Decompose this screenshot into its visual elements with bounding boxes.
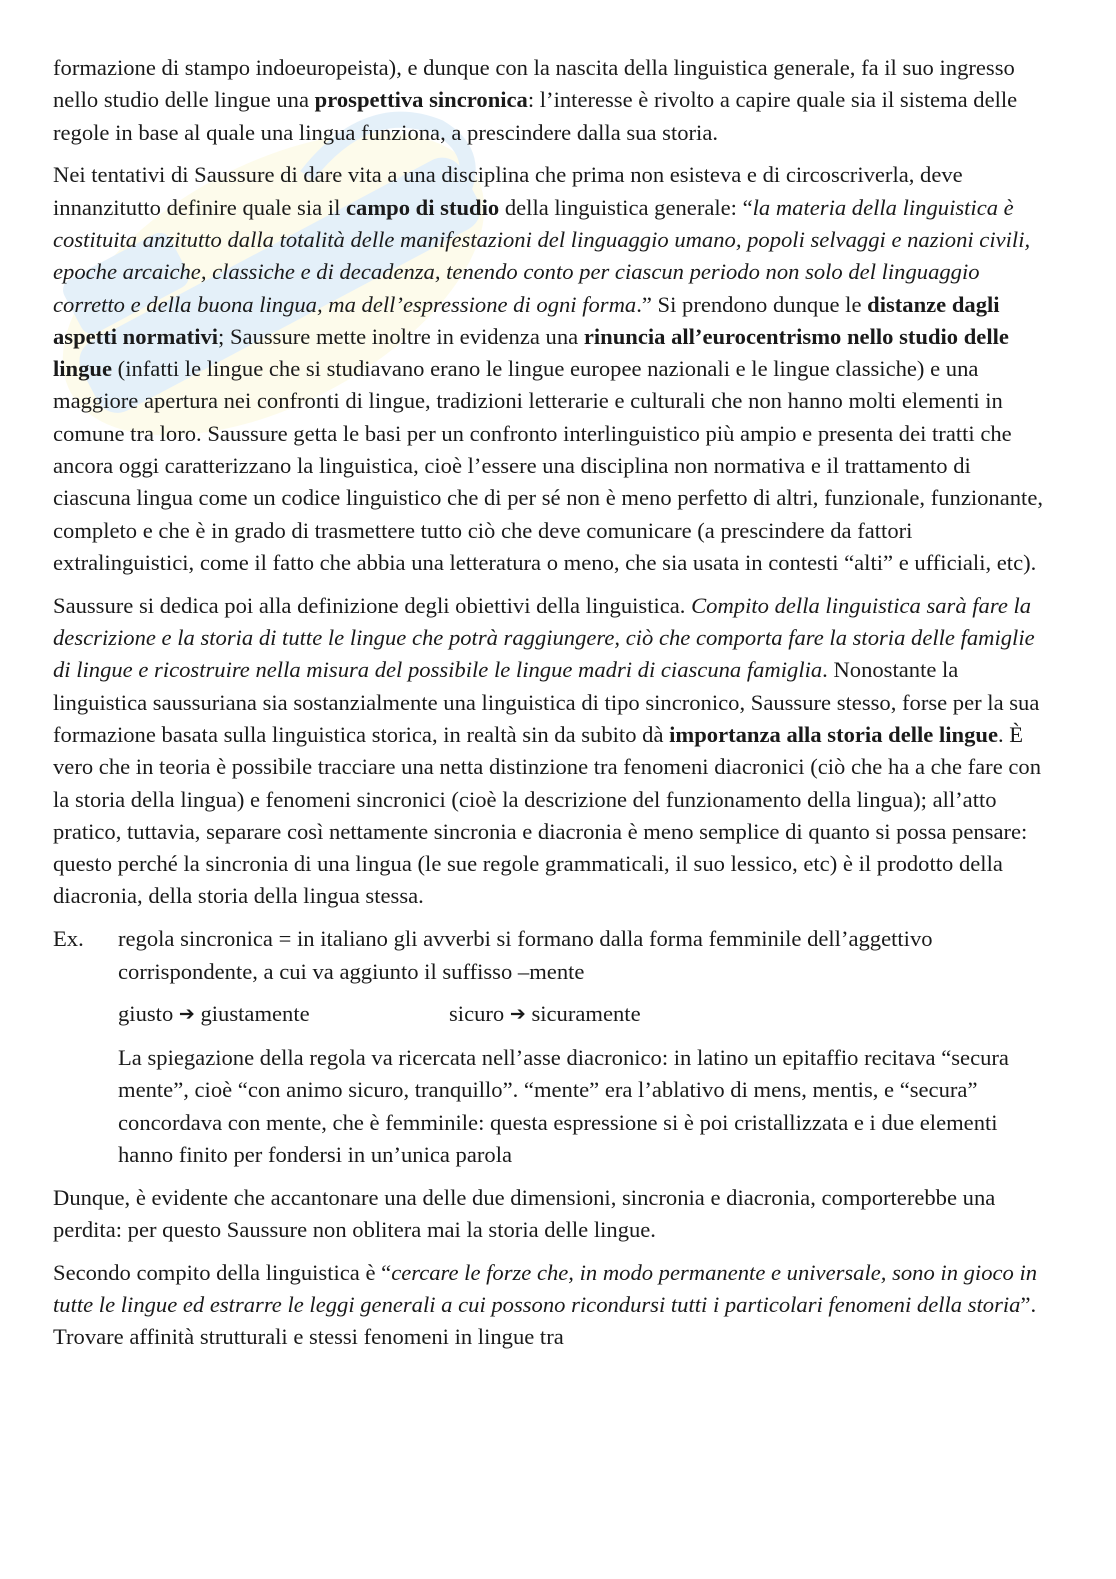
bold-campo-di-studio: campo di studio	[346, 194, 500, 220]
paragraph-campo-di-studio: Nei tentativi di Saussure di dare vita a una disciplina che prima non esisteva e di circoscriverla, deve innanzitutto definire quale sia il campo di studio della linguistica generale: “la materia della linguistica è costituita anzitutto dalla totalità delle manifestazioni del linguaggio umano, popoli selvaggi e nazioni civili, epoche arcaiche, classiche e di decadenza, tenendo conto per ciascun periodo non solo del linguaggio corretto e della buona lingua, ma dell’espressione di ogni forma.” Si prendono dunque le distanze dagli aspetti normativi; Saussure mette inoltre in evidenza una rinuncia all’eurocentrismo nello studio delle lingue (infatti le lingue che si studiavano erano le lingue europee nazionali e le lingue classiche) e una maggiore apertura nei confronti di lingue, tradizioni letterarie e culturali che non hanno molti elementi in comune tra loro. Saussure getta le basi per un confronto interlinguistico più ampio e presenta dei tratti che ancora oggi caratterizzano la linguistica, cioè l’essere una disciplina non normativa e il trattamento di ciascuna lingua come un codice linguistico che di per sé non è meno perfetto di altri, funzionale, funzionante, completo e che è in grado di trasmettere tutto ciò che deve comunicare (a prescindere da fattori extralinguistici, come il fatto che abbia una letteratura o meno, che sia usata in contesti “alti” e ufficiali, etc).	[53, 162, 1044, 575]
example-explanation: La spiegazione della regola va ricercata nell’asse diacronico: in latino un epitaffio recitava “secura mente”, cioè “con animo sicuro, tranquillo”. “mente” era l’ablativo di mens, mentis, e “secura” concordava con mente, che è femminile: questa espressione si è poi cristallizzata e i due elementi hanno finito per fondersi in un’unica parola	[118, 1045, 1009, 1167]
word-pair-sicuro: sicuro ➔ sicuramente	[449, 1001, 641, 1027]
bold-distanze-normativi: distanze dagli aspetti normativi	[53, 291, 1000, 349]
bold-prospettiva-sincronica: prospettiva sincronica	[314, 87, 528, 113]
italic-quote-materia: la materia della linguistica è costituita anzitutto dalla totalità delle manifestazioni del linguaggio umano, popoli selvaggi e nazioni civili, epoche arcaiche, classiche e di decadenza, tenendo conto per ciascun periodo non solo del linguaggio corretto e della buona lingua, ma dell’espressione di ogni forma	[53, 194, 1031, 317]
example-body	[118, 923, 1053, 1171]
example-label: Ex.	[53, 926, 84, 952]
paragraph-obiettivi: Saussure si dedica poi alla definizione degli obiettivi della linguistica. Compito della linguistica sarà fare la descrizione e la storia di tutte le lingue che potrà raggiungere, ciò che comporta fare la storia delle famiglie di lingue e ricostruire nella misura del possibile le lingue madri di ciascuna famiglia. Nonostante la linguistica saussuriana sia sostanzialmente una linguistica di tipo sincronico, Saussure stesso, forse per la sua formazione basata sulla linguistica storica, in realtà sin da subito dà importanza alla storia delle lingue. È vero che in teoria è possibile tracciare una netta distinzione tra fenomeni diacronici (ciò che ha a che fare con la storia della lingua) e fenomeni sincronici (cioè la descrizione del funzionamento della lingua); all’atto pratico, tuttavia, separare così nettamente sincronia e diacronia è meno semplice di quanto si possa pensare: questo perché la sincronia di una lingua (le sue regole grammaticali, il suo lessico, etc) è il prodotto della diacronia, della storia della lingua stessa.	[53, 592, 1042, 909]
paragraph-sincronia: formazione di stampo indoeuropeista), e dunque con la nascita della linguistica generale, fa il suo ingresso nello studio delle lingue una prospettiva sincronica: l’interesse è rivolto a capire quale sia il sistema delle regole in base al quale una lingua funziona, a prescindere dalla sua storia.	[53, 55, 1018, 145]
paragraph-secondo-compito: Secondo compito della linguistica è “cercare le forze che, in modo permanente e universale, sono in gioco in tutte le lingue ed estrarre le leggi generali a cui possono ricondursi tutti i particolari fenomeni della storia”. Trovare affinità strutturali e stessi fenomeni in lingue tra	[53, 1259, 1038, 1350]
document-body	[53, 52, 1053, 1364]
example-rule: regola sincronica = in italiano gli avverbi si formano dalla forma femminile dell’aggettivo corrispondente, a cui va aggiunto il suffisso –mente	[118, 926, 933, 984]
arrow-right-icon: ➔	[509, 1003, 526, 1026]
italic-compito-linguistica: Compito della linguistica sarà fare la descrizione e la storia di tutte le lingue che potrà raggiungere, ciò che comporta fare la storia delle famiglie di lingue e ricostruire nella misura del possibile le lingue madri di ciascuna famiglia	[53, 592, 1035, 683]
example-word-pairs	[118, 998, 1053, 1031]
bold-importanza-storia: importanza alla storia delle lingue	[669, 721, 998, 747]
italic-quote-forze: cercare le forze che, in modo permanente e universale, sono in gioco in tutte le lingue ed estrarre le leggi generali a cui possono ricondursi tutti i particolari fenomeni della storia	[53, 1259, 1038, 1318]
arrow-right-icon: ➔	[178, 1003, 195, 1026]
word-pair-giusto: giusto ➔ giustamente	[118, 1001, 310, 1027]
bold-rinuncia-eurocentrismo: rinuncia all’eurocentrismo nello studio delle lingue	[53, 323, 1009, 382]
example-block	[53, 923, 1053, 1171]
paragraph-conclusione: Dunque, è evidente che accantonare una delle due dimensioni, sincronia e diacronia, comporterebbe una perdita: per questo Saussure non oblitera mai la storia delle lingue.	[53, 1184, 996, 1243]
